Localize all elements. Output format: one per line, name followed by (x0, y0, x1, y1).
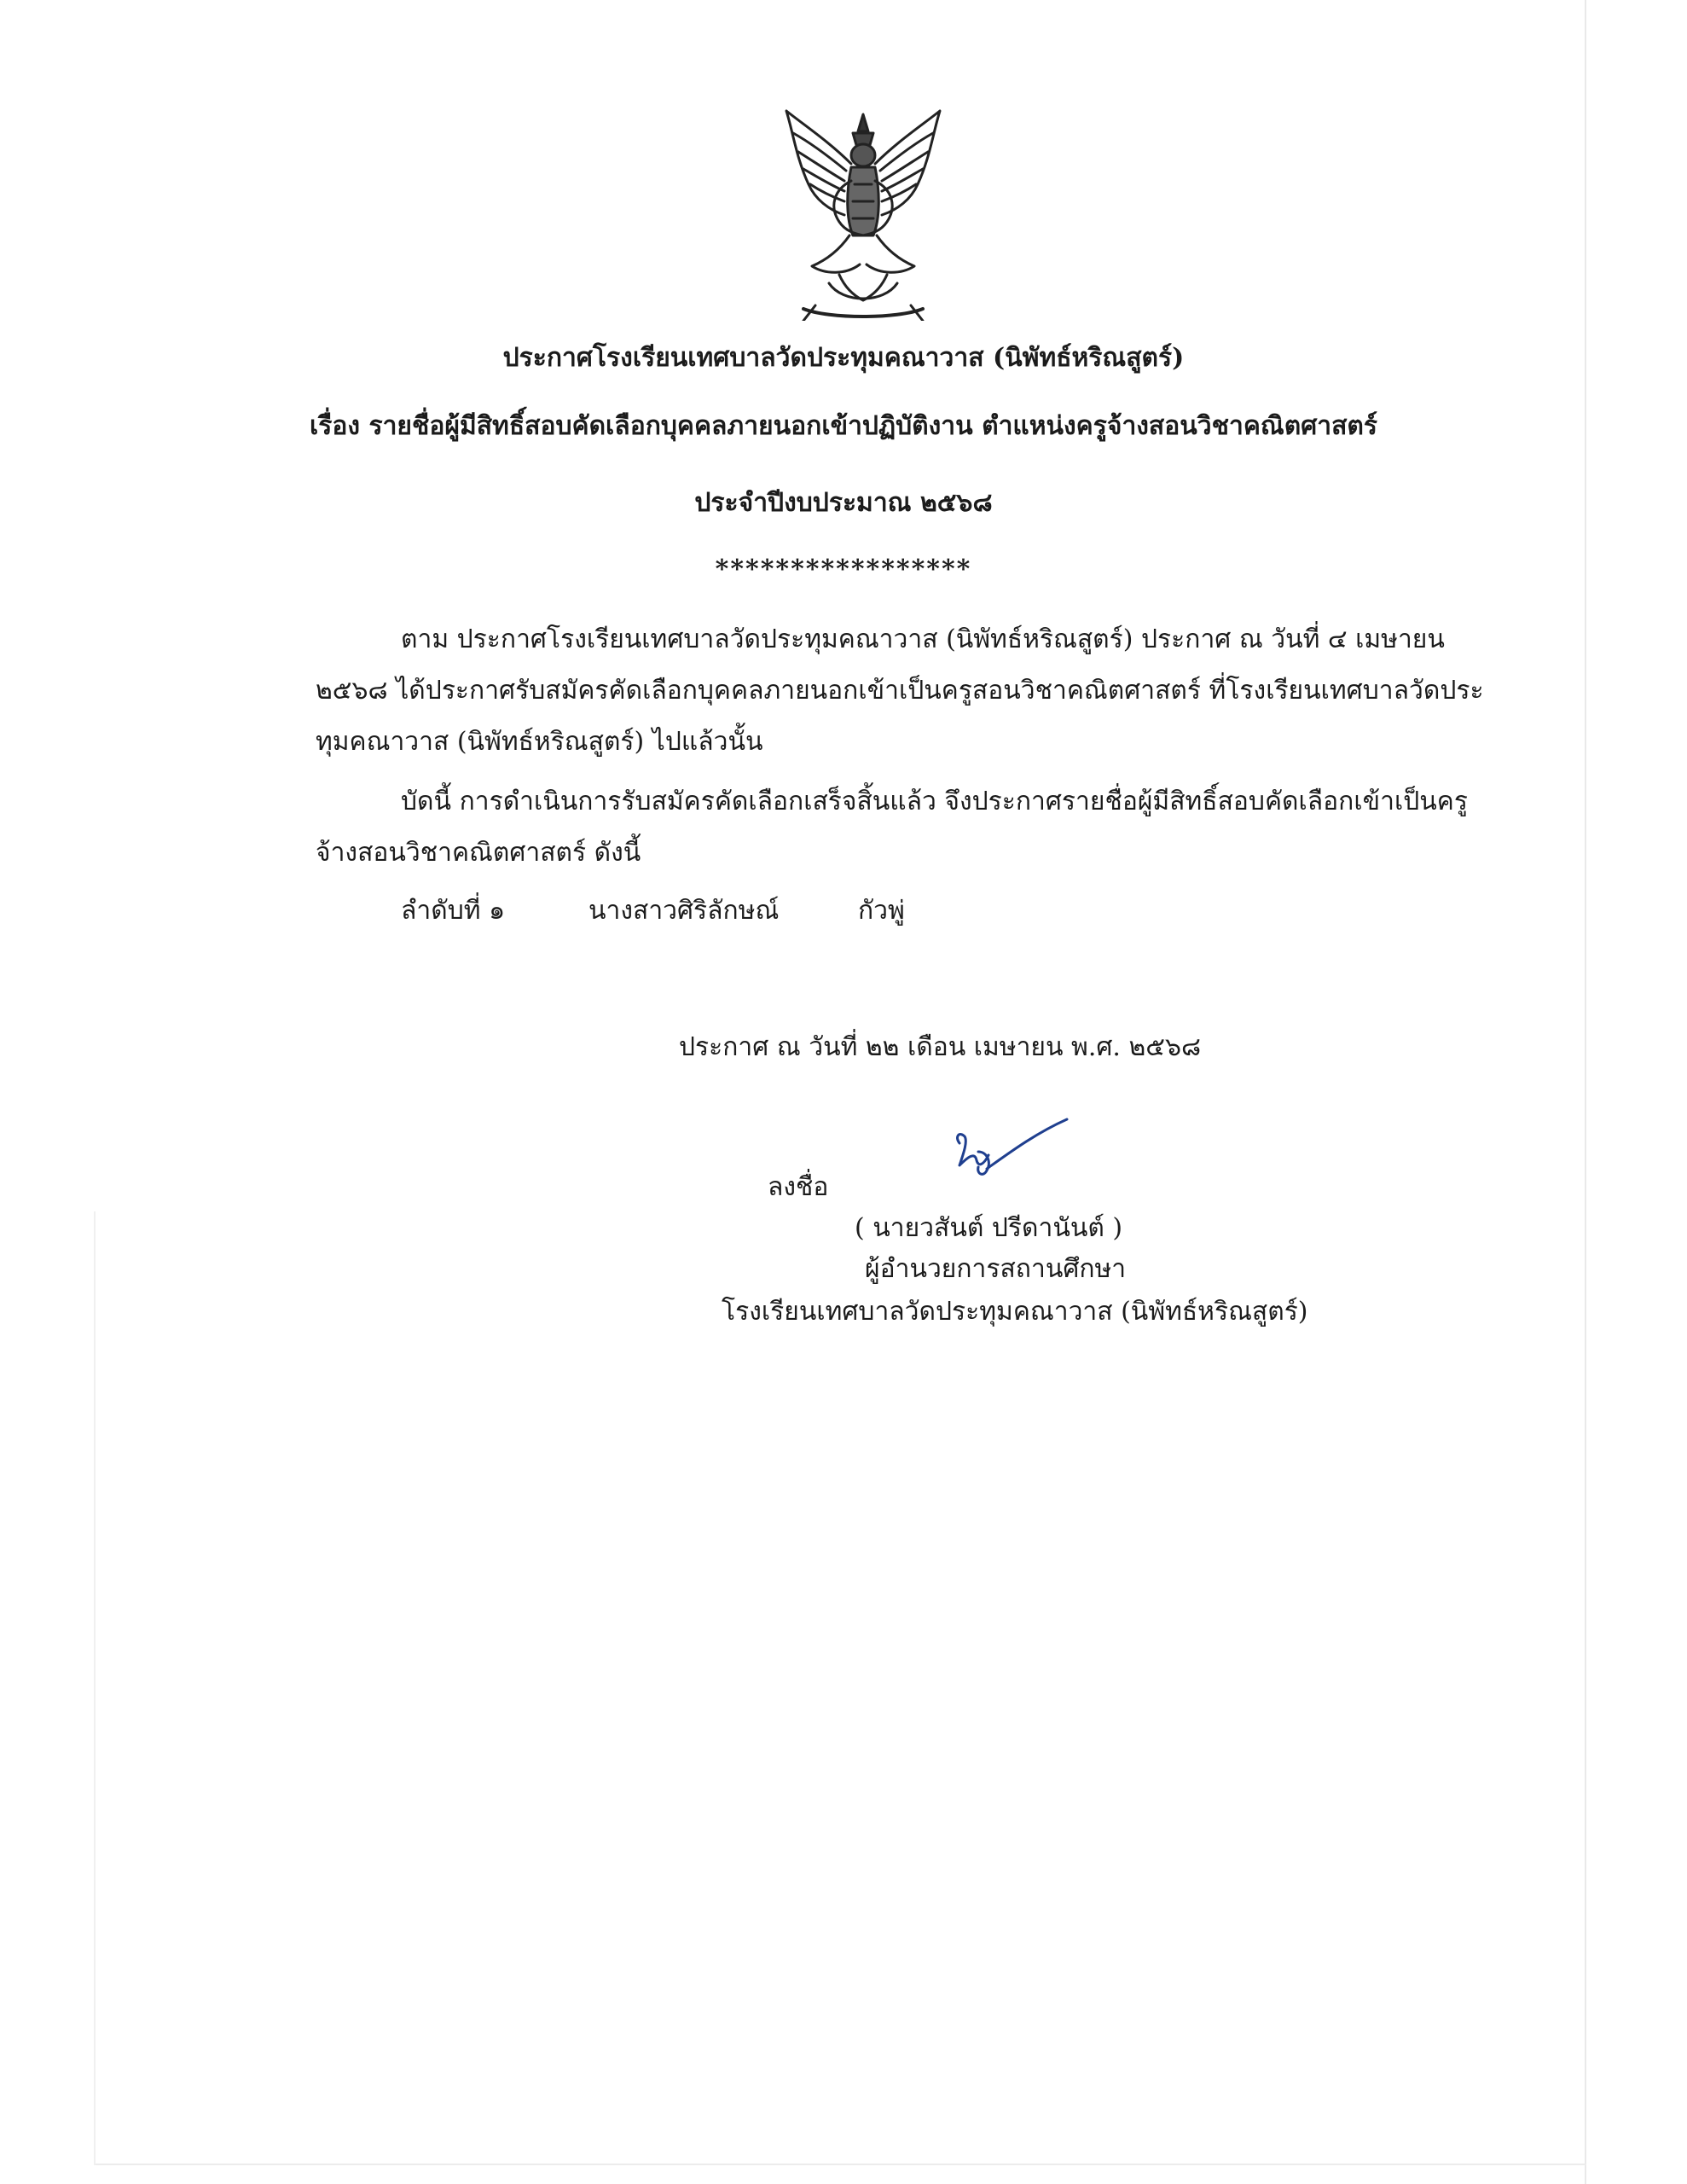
announce-date: ประกาศ ณ วันที่ ๒๒ เดือน เมษายน พ.ศ. ๒๕๖๘ (679, 1032, 1202, 1062)
page-edge (94, 1211, 96, 2165)
paragraph-line: ตาม ประกาศโรงเรียนเทศบาลวัดประทุมคณาวาส (นิพัทธ์หริณสูตร์) ประกาศ ณ วันที่ ๔ เมษายน (401, 624, 1445, 654)
document-subject: เรื่อง รายชื่อผู้มีสิทธิ์สอบคัดเลือกบุคคลภายนอกเข้าปฏิบัติงาน ตำแหน่งครูจ้างสอนวิชาคณิตศาสตร์ (309, 411, 1378, 441)
paragraph-line: จ้างสอนวิชาคณิตศาสตร์ ดังนี้ (316, 838, 641, 868)
paragraph-line: ทุมคณาวาส (นิพัทธ์หริณสูตร์) ไปแล้วนั้น (316, 727, 763, 757)
candidate-first-name: นางสาวศิริลักษณ์ (588, 896, 780, 926)
candidate-order: ลำดับที่ ๑ (401, 896, 506, 926)
signer-position: ผู้อำนวยการสถานศึกษา (865, 1254, 1127, 1284)
page-edge (1585, 0, 1586, 2184)
fiscal-year: ประจำปีงบประมาณ ๒๕๖๘ (694, 488, 993, 518)
signature-icon (942, 1118, 1070, 1194)
sign-label: ลงชื่อ (768, 1172, 829, 1202)
garuda-emblem-icon (778, 107, 948, 321)
paragraph-line: ๒๕๖๘ ได้ประกาศรับสมัครคัดเลือกบุคคลภายนอกเข้าเป็นครูสอนวิชาคณิตศาสตร์ ที่โรงเรียนเทศบาลวัดประ (316, 676, 1484, 706)
separator: ***************** (715, 555, 972, 584)
signer-organization: โรงเรียนเทศบาลวัดประทุมคณาวาส (นิพัทธ์หริณสูตร์) (722, 1297, 1308, 1327)
signer-name: ( นายวสันต์ ปรีดานันต์ ) (855, 1213, 1123, 1243)
candidate-last-name: กัวพู่ (858, 896, 905, 926)
page-edge (94, 2164, 1586, 2165)
paragraph-line: บัดนี้ การดำเนินการรับสมัครคัดเลือกเสร็จสิ้นแล้ว จึงประกาศรายชื่อผู้มีสิทธิ์สอบคัดเลือกเข้าเป็นครู (401, 787, 1468, 816)
document-title: ประกาศโรงเรียนเทศบาลวัดประทุมคณาวาส (นิพัทธ์หริณสูตร์) (502, 343, 1185, 373)
